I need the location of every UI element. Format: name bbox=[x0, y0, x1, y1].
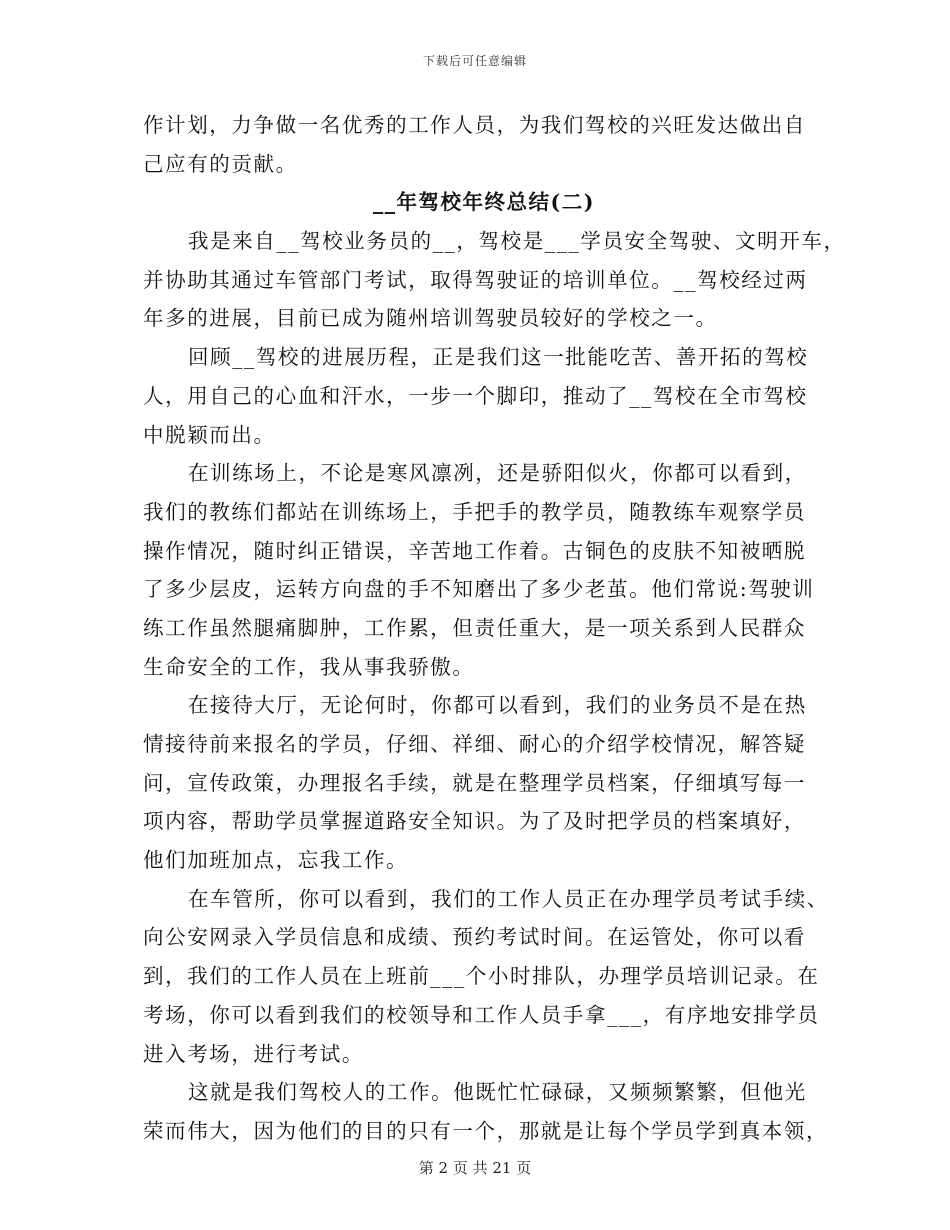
text-line: 年多的进展，目前已成为随州培训驾驶员较好的学校之一。 bbox=[143, 306, 718, 331]
paragraph-first-line: 在车管所，你可以看到，我们的工作人员正在办理学员考试手续、 bbox=[188, 886, 829, 911]
text-line: 操作情况，随时纠正错误，辛苦地工作着。古铜色的皮肤不知被晒脱 bbox=[143, 538, 806, 563]
paragraph-first-line: 在训练场上，不论是寒风凛冽，还是骄阳似火，你都可以看到， bbox=[188, 461, 807, 486]
paragraph-first-line: 这就是我们驾校人的工作。他既忙忙碌碌，又频频繁繁，但他光 bbox=[188, 1080, 807, 1105]
text-line: 荣而伟大，因为他们的目的只有一个，那就是让每个学员学到真本领， bbox=[143, 1118, 829, 1143]
text-line: 并协助其通过车管部门考试，取得驾驶证的培训单位。__驾校经过两 bbox=[143, 267, 808, 292]
text-line: 问，宣传政策，办理报名手续，就是在整理学员档案，仔细填写每一 bbox=[143, 770, 806, 795]
page-header: 下载后可任意编辑 bbox=[422, 54, 527, 68]
text-line: 他们加班加点，忘我工作。 bbox=[143, 848, 409, 873]
text-line: 生命安全的工作，我从事我骄傲。 bbox=[143, 654, 475, 679]
text-line: 考场，你可以看到我们的校领导和工作人员手拿___，有序地安排学员 bbox=[143, 1002, 820, 1027]
text-line: 作计划，力争做一名优秀的工作人员，为我们驾校的兴旺发达做出自 bbox=[143, 113, 806, 137]
text-line: 向公安网录入学员信息和成绩、预约考试时间。在运管处，你可以看 bbox=[143, 925, 806, 950]
paragraph-first-line: 我是来自__驾校业务员的__，驾校是___学员安全驾驶、文明开车， bbox=[188, 229, 846, 254]
paragraph-first-line: 回顾__驾校的进展历程，正是我们这一批能吃苦、善开拓的驾校 bbox=[188, 345, 809, 370]
text-line: 人，用自己的心血和汗水，一步一个脚印，推动了__驾校在全市驾校 bbox=[143, 383, 808, 408]
text-line: 情接待前来报名的学员，仔细、祥细、耐心的介绍学校情况，解答疑 bbox=[143, 732, 806, 756]
document-body bbox=[143, 106, 846, 1151]
text-line: 中脱颖而出。 bbox=[143, 422, 276, 447]
text-line: 到，我们的工作人员在上班前___个小时排队，办理学员培训记录。在 bbox=[143, 964, 820, 989]
section-title: __年驾校年终总结(二) bbox=[373, 190, 595, 215]
text-line: 己应有的贡献。 bbox=[143, 151, 298, 176]
text-line: 我们的教练们都站在训练场上，手把手的教学员，随教练车观察学员 bbox=[143, 499, 806, 524]
text-line: 进入考场，进行考试。 bbox=[143, 1041, 364, 1066]
paragraph-first-line: 在接待大厅，无论何时，你都可以看到，我们的业务员不是在热 bbox=[188, 693, 807, 718]
page-number: 第 2 页 共 21 页 bbox=[418, 1159, 532, 1177]
text-line: 项内容，帮助学员掌握道路安全知识。为了及时把学员的档案填好， bbox=[143, 809, 806, 834]
text-line: 了多少层皮，运转方向盘的手不知磨出了多少老茧。他们常说:驾驶训 bbox=[143, 577, 815, 602]
text-line: 练工作虽然腿痛脚肿，工作累，但责任重大，是一项关系到人民群众 bbox=[143, 615, 806, 640]
